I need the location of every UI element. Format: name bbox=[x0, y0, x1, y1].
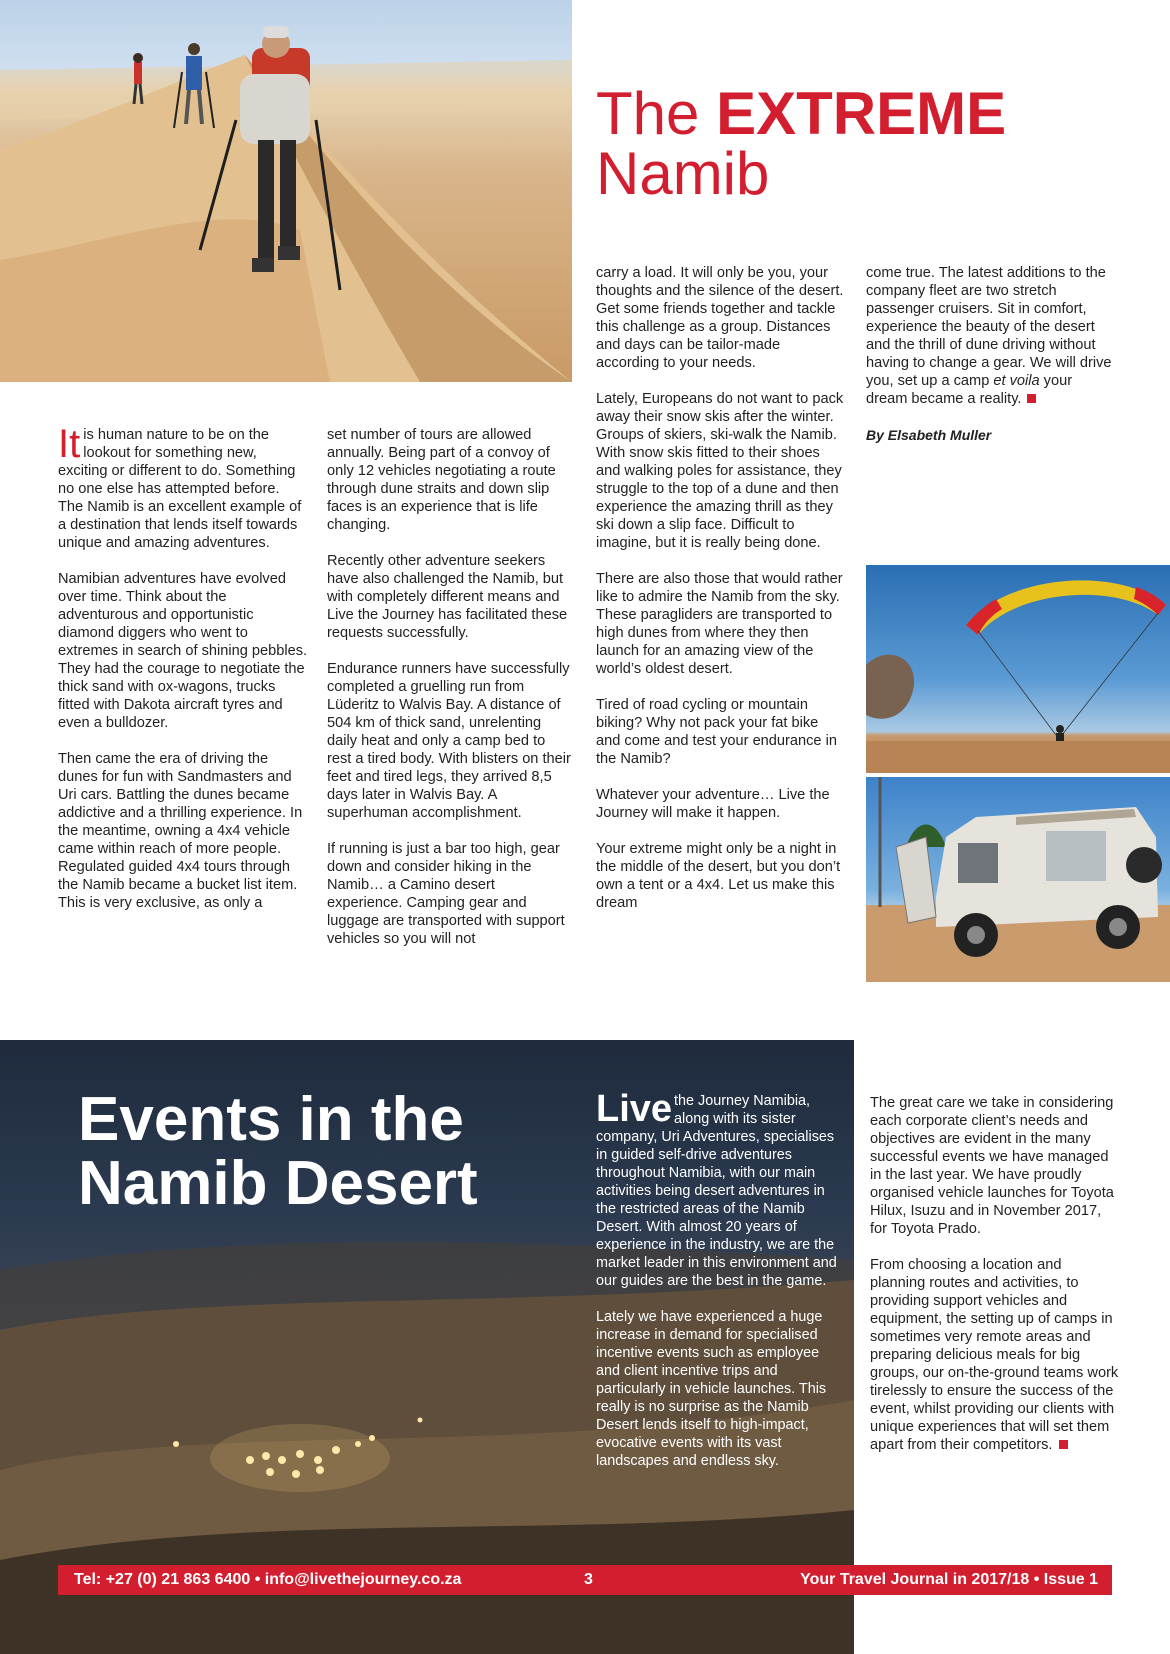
end-mark-icon bbox=[1027, 394, 1036, 403]
article-paragraph: Your extreme might only be a night in the middle of the desert, but you don’t own a tent or a 4x4. Let us make this dream bbox=[596, 841, 841, 911]
events-paragraph: From choosing a location and planning routes and activities, to providing support vehicles and equipment, the setting up of camps in sometimes very remote areas and preparing delicious meals for big groups, our on-the-ground teams work tirelessly to ensure the success of the event, whilst providing our clients with unique experiences that will set them apart from their competitors. bbox=[870, 1257, 1119, 1453]
footer-contact: Tel: +27 (0) 21 863 6400 • info@livethejourney.co.za bbox=[74, 1571, 462, 1588]
article-paragraph: Namibian adventures have evolved over time. Think about the adventurous and opportunistic diamond diggers who went to extremes in search of shining pebbles. They had the courage to negotiate the thick sand with ox-wagons, trucks fitted with Dakota aircraft tyres and even a bulldozer. bbox=[58, 571, 308, 731]
events-column-1 bbox=[596, 1088, 844, 1488]
article-paragraph: Endurance runners have successfully completed a gruelling run from Lüderitz to Walvis Bay. A distance of 504 km of thick sand, unrelenting daily heat and only a camp bed to rest a tired body. With blisters on their feet and tired legs, they arrived 8,5 days later in Walvis Bay. A superhuman accomplishment. bbox=[327, 661, 571, 821]
footer-bar bbox=[58, 1565, 1112, 1595]
events-paragraph: The great care we take in considering each corporate client’s needs and objectives are evident in the many successful events we have managed in the last year. We have proudly organised vehicle launches for Toyota Hilux, Isuzu and in November 2017, for Toyota Prado. bbox=[870, 1095, 1114, 1237]
article-paragraph: If running is just a bar too high, gear down and consider hiking in the Namib… a Camino desert experience. Camping gear and luggage are transported with support vehicles so you will not bbox=[327, 841, 565, 947]
title-word-namib: Namib bbox=[596, 140, 770, 207]
events-title-line-2: Namib Desert bbox=[78, 1149, 478, 1218]
article-title bbox=[596, 80, 1156, 207]
paraglider-photo bbox=[866, 565, 1170, 773]
article-paragraph: set number of tours are allowed annually. Being part of a convoy of only 12 vehicles negotiating a route through dune straits and down slip faces is an experience that is life changing. bbox=[327, 427, 556, 533]
article-column-1 bbox=[58, 422, 308, 912]
article-column-4 bbox=[866, 264, 1112, 444]
end-mark-icon bbox=[1059, 1440, 1068, 1449]
events-column-2 bbox=[870, 1094, 1120, 1472]
article-paragraph: Recently other adventure seekers have also challenged the Namib, but with completely different means and Live the Journey has facilitated these requests successfully. bbox=[327, 553, 568, 641]
article-column-2 bbox=[327, 426, 573, 948]
events-title-strong: Events bbox=[78, 1085, 282, 1154]
article-column-3 bbox=[596, 264, 846, 912]
article-byline: By Elsabeth Muller bbox=[866, 427, 992, 443]
events-title-rest: in the bbox=[281, 1085, 464, 1154]
title-word-the: The bbox=[596, 80, 700, 147]
article-paragraph: Whatever your adventure… Live the Journey will make it happen. bbox=[596, 787, 830, 821]
hero-photo-skiers bbox=[0, 0, 572, 382]
page-number: 3 bbox=[584, 1571, 593, 1588]
footer-journal: Your Travel Journal in 2017/18 • Issue 1 bbox=[800, 1571, 1098, 1588]
article-paragraph: There are also those that would rather like to admire the Namib from the sky. These paragliders are transported to high dunes from where they then launch for an amazing view of the world’s oldest desert. bbox=[596, 571, 843, 677]
article-paragraph: Then came the era of driving the dunes for fun with Sandmasters and Uri cars. Battling the dunes became addictive and a thrilling experience. In the meantime, owning a 4x4 vehicle came within reach of more people. Regulated guided 4x4 tours through the Namib became a bucket list item. This is very exclusive, as only a bbox=[58, 751, 303, 911]
article-paragraph: carry a load. It will only be you, your thoughts and the silence of the desert. Get some friends together and tackle this challenge as a group. Distances and days can be tailor-made according to your needs. bbox=[596, 265, 844, 371]
title-word-extreme: EXTREME bbox=[716, 80, 1007, 147]
article-paragraph: come true. The latest additions to the company fleet are two stretch passenger cruisers. Sit in comfort, experience the beauty of the desert and the thrill of dune driving without having to change a gear. We will drive you, set up a camp et voila your dream became a reality. bbox=[866, 265, 1112, 407]
article-paragraph: It is human nature to be on the lookout for something new, exciting or different to do. Something no one else has attempted before. The Namib is an excellent example of a destination that lends itself towards unique and amazing adventures. bbox=[58, 422, 302, 551]
events-paragraph: Live the Journey Namibia, along with its sister company, Uri Adventures, specialises in guided self-drive adventures throughout Namibia, with our main activities being desert adventures in the restricted areas of the Namib Desert. With almost 20 years of experience in the industry, we are the market leader in this environment and our guides are the best in the game. bbox=[596, 1088, 837, 1289]
events-title bbox=[78, 1085, 578, 1218]
drop-cap: It bbox=[58, 422, 81, 466]
article-paragraph: Lately, Europeans do not want to pack away their snow skis after the winter. Groups of skiers, ski-walk the Namib. With snow skis fitted to their shoes and walking poles for assistance, they struggle to the top of a dune and then experience the amazing thrill as they ski down a slip face. Difficult to imagine, but it is really being done. bbox=[596, 391, 844, 551]
vehicle-photo bbox=[866, 777, 1170, 982]
live-drop-cap: Live bbox=[596, 1088, 673, 1130]
events-paragraph: Lately we have experienced a huge increase in demand for specialised incentive events such as employee and client incentive trips and particularly in vehicle launches. This really is no surprise as the Namib Desert lends itself to high-impact, evocative events with its vast landscapes and endless sky. bbox=[596, 1309, 827, 1469]
article-paragraph: Tired of road cycling or mountain biking? Why not pack your fat bike and come and test your endurance in the Namib? bbox=[596, 697, 837, 767]
